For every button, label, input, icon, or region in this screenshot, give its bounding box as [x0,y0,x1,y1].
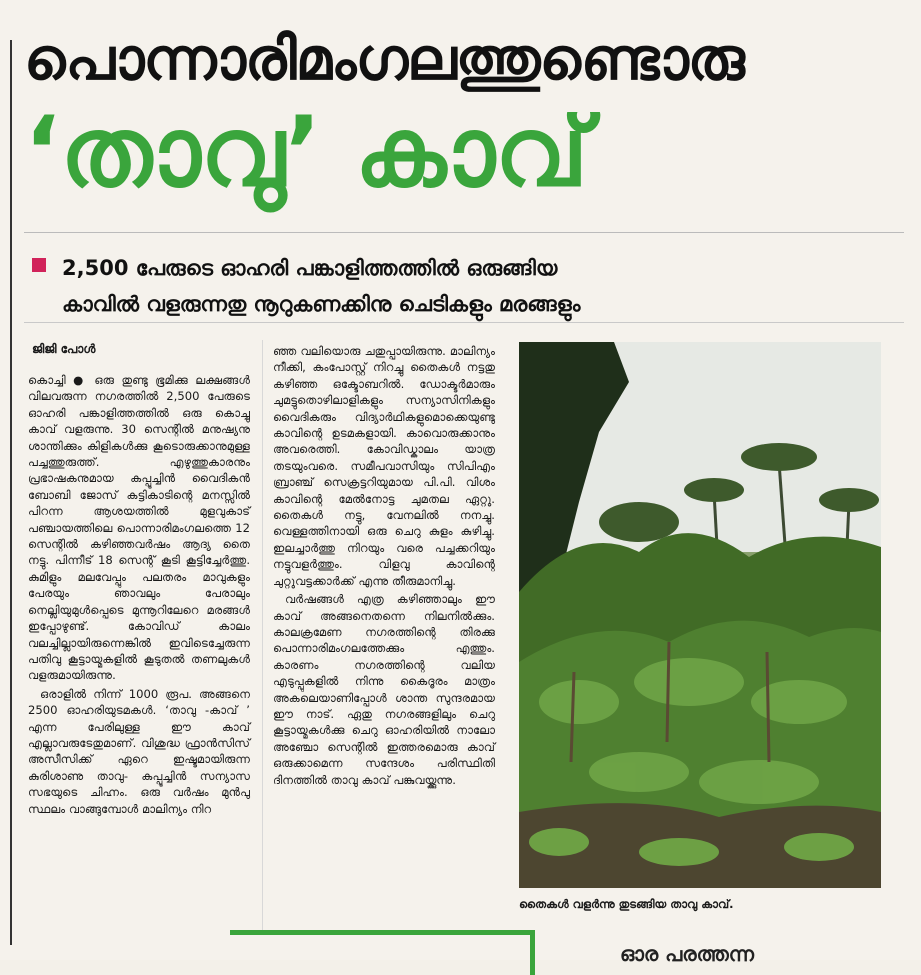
byline: ജിജി പോൾ [32,342,96,356]
deck [62,250,882,322]
deck-line-2: കാവിൽ വളരുന്നതു നൂറുകണക്കിനു ചെടികളും മരങ്ങളും [62,292,581,316]
paragraph: കൊച്ചി ● ഒരു തുണ്ടു ഭൂമിക്കു ലക്ഷങ്ങൾ വിലവരുന്ന നഗരത്തിൽ 2,500 പേരുടെ ഓഹരി പങ്കാളിത്തത്തിൽ ഒരു കൊച്ചു കാവ് വളരുന്നു. 30 സെന്റിൽ മനുഷ്യനു ശാന്തിക്കും കിളികൾക്കു കൂടൊരുക്കാനുമുള്ള പച്ചത്തുരുത്ത്. എഴുത്തുകാരനും പ്രഭാഷകനുമായ കപ്പൂച്ചിൻ വൈദികൻ ബോബി ജോസ് കട്ടികാടിന്റെ മനസ്സിൽ പിറന്ന ആശയത്തിൽ മുളവുകാട് പഞ്ചായത്തിലെ പൊന്നാരിമംഗലത്തെ 12 സെന്റിൽ കഴിഞ്ഞവർഷം ആദ്യ തൈ നട്ടു. പിന്നീട് 18 സെന്റ് കൂടി കൂട്ടിച്ചേർത്തു. കുമിളും മലവേപ്പും പലതരം മാവുകളും പേരയും ഞാവലും പേരാലും നെല്ലിയുമുൾപ്പെടെ മുന്നൂറിലേറെ മരങ്ങൾ ഇപ്പോഴുണ്ട്. കോവിഡ് കാലം വലച്ചില്ലായിരുന്നെങ്കിൽ ഇവിടെച്ചേരുന്ന പതിവു കൂട്ടായ്മകളിൽ കൂടുതൽ തണലുകൾ വളരുമായിരുന്നു. [28,373,250,683]
paragraph: ഞ്ഞ വലിയൊരു ചതുപ്പായിരുന്നു. മാലിന്യം നീക്കി, കംപോസ്റ്റ് നിറച്ചു തൈകൾ നട്ടതു കഴിഞ്ഞ ഒക്ടോബറിൽ. ഡോക്ടർമാരും ചുമട്ടുതൊഴിലാളികളും സന്യാസിനികളും വൈദികരും വിദ്യാർഥികളുമൊക്കെയുണ്ടു കാവിന്റെ ഉടമകളായി. കാവൊരുക്കാനും അവരെത്തി. കോവിഡ്കാലം യാത്ര തടയുംവരെ. സമീപവാസിയും സിപിഎം ബ്രാഞ്ച് സെക്രട്ടറിയുമായ പി.പി. വിശം കാവിന്റെ മേൽനോട്ട ചുമതല ഏറ്റു. തൈകൾ നട്ടു, വേനലിൽ നനച്ചു. വെള്ളത്തിനായി ഒരു ചെറു കുളം കുഴിച്ചു. ഇലച്ചാർത്തു നിറയും വരെ പച്ചക്കറിയും നട്ടുവളർത്തും. വിളവു കാവിന്റെ ചുറ്റുവട്ടക്കാർക്ക് എന്നു തീരുമാനിച്ചു. [273,344,495,588]
next-article-border [230,930,535,975]
headline-line-2: ‘താവു’ കാവ് [24,96,588,208]
column-border [10,40,12,945]
article-column-2 [273,343,495,788]
forest-illustration [519,342,881,888]
paragraph: വർഷങ്ങൾ എത്ര കഴിഞ്ഞാലും ഈ കാവ് അങ്ങനെതന്നെ നിലനിൽക്കും. കാലക്രമേണ നഗരത്തിന്റെ തിരക്കു പൊന്നാരിമംഗലത്തേക്കും എത്തും. കാരണം നഗരത്തിന്റെ വലിയ എടുപ്പുകളിൽ നിന്നു കൈദൂരം മാത്രം അകലെയാണിപ്പോൾ ശാന്ത സുന്ദരമായ ഈ നാട്. ഏതു നഗരങ്ങളിലും ചെറു കൂട്ടായ്മകൾക്കു ചെറു ഓഹരിയിൽ നാലോ അഞ്ചോ സെന്റിൽ ഇത്തരമൊരു കാവ് ഒരുക്കാമെന്ന സന്ദേശം പരിസ്ഥിതി ദിനത്തിൽ താവു കാവ് പങ്കുവയ്ക്കുന്നു. [273,592,495,787]
article-column-1 [28,372,250,817]
column-divider [262,340,263,930]
headline-line-1: പൊന്നാരിമംഗലത്തുണ്ടൊരു [24,25,744,93]
photo-caption: തൈകൾ വളർന്നു തുടങ്ങിയ താവു കാവ്. [519,897,734,911]
deck-bullet-icon [32,258,46,272]
deck-line-1: 2,500 പേരുടെ ഓഹരി പങ്കാളിത്തത്തിൽ ഒരുങ്ങിയ [62,256,558,280]
paragraph: ഒരാളിൽ നിന്ന് 1000 രൂപ. അങ്ങനെ 2500 ഓഹരിയുടമകൾ. ‘താവു -കാവ് ’ എന്ന പേരിലുള്ള ഈ കാവ് എല്ലാവരുടേതുമാണ്. വിശുദ്ധ ഫ്രാൻസിസ് അസീസിക്ക് ഏറെ ഇഷ്ടമായിരുന്ന കുരിശാണു താവു- കപ്പൂച്ചിൻ സന്യാസ സഭയുടെ ചിഹ്നം. ഒരു വർഷം മുൻപു സ്ഥലം വാങ്ങുമ്പോൾ മാലിന്യം നിറ [28,686,250,816]
divider [24,322,904,323]
divider [24,232,904,233]
kavu-photo [519,342,881,888]
next-article-headline: ഓര പരത്തന്ന [620,942,754,966]
